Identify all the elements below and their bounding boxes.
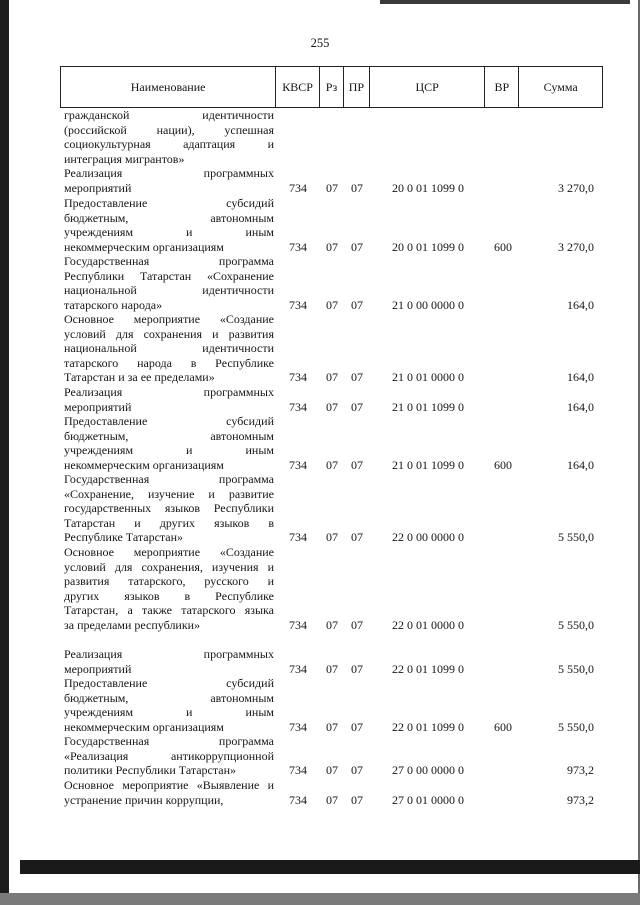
table-row [60, 254, 603, 312]
row-name-line: Основное мероприятие «Создание [64, 312, 274, 327]
row-name-line: Реализация программных [64, 385, 274, 399]
table-row [60, 312, 603, 385]
row-csr: 27 0 01 0000 0 [392, 792, 464, 807]
table-row [60, 108, 603, 166]
row-sum: 5 550,0 [558, 661, 594, 676]
row-name-line: бюджетным, автономным [64, 210, 274, 225]
row-rz: 07 [326, 792, 338, 807]
row-name-line: национальной идентичности [64, 283, 274, 298]
row-rz: 07 [326, 457, 338, 472]
table-row [60, 545, 603, 633]
row-sum: 973,2 [567, 792, 594, 807]
header-vr: ВР [485, 67, 519, 107]
row-name-line: условий для сохранения, изучения и [64, 559, 274, 574]
row-kvsr: 734 [289, 297, 307, 312]
row-name [60, 414, 276, 472]
row-name-line: мероприятий [64, 399, 132, 414]
row-sum: 164,0 [567, 399, 594, 414]
row-csr: 22 0 01 0000 0 [392, 618, 464, 632]
row-pr: 07 [351, 180, 363, 195]
row-vr: 600 [494, 719, 512, 734]
row-rz: 07 [326, 763, 338, 778]
row-pr: 07 [351, 763, 363, 778]
header-rz: Рз [320, 67, 344, 107]
row-name [60, 545, 276, 633]
row-name-line: некоммерческим организациям [64, 239, 224, 254]
row-name-line: бюджетным, автономным [64, 690, 274, 705]
row-sum: 5 550,0 [558, 618, 594, 632]
row-name-line: Реализация программных [64, 166, 274, 180]
row-name-line: Основное мероприятие «Создание [64, 545, 274, 560]
row-kvsr: 734 [289, 719, 307, 734]
row-name-line: Предоставление субсидий [64, 196, 274, 211]
row-rz: 07 [326, 618, 338, 632]
row-name [60, 647, 276, 676]
table-row [60, 385, 603, 414]
row-pr: 07 [351, 530, 363, 545]
row-pr: 07 [351, 618, 363, 632]
table-row [60, 472, 603, 545]
row-name-line: Предоставление субсидий [64, 414, 274, 429]
row-name-line: устранение причин коррупции, [64, 792, 224, 807]
row-name-line: Республики Татарстан «Сохранение [64, 268, 274, 283]
row-name-line: национальной идентичности [64, 341, 274, 356]
row-csr: 22 0 00 0000 0 [392, 530, 464, 545]
row-name-line: некоммерческим организациям [64, 457, 224, 472]
row-sum: 3 270,0 [558, 239, 594, 254]
header-pr: ПР [344, 67, 370, 107]
row-rz: 07 [326, 719, 338, 734]
row-pr: 07 [351, 719, 363, 734]
row-vr: 600 [494, 239, 512, 254]
row-name-line: Государственная программа [64, 472, 274, 487]
row-pr: 07 [351, 399, 363, 414]
table-row [60, 166, 603, 195]
row-kvsr: 734 [289, 399, 307, 414]
header-name: Наименование [61, 67, 276, 107]
row-name-line: государственных языков Республики [64, 501, 274, 516]
row-csr: 22 0 01 1099 0 [392, 661, 464, 676]
table-row [60, 196, 603, 254]
row-name-line: Реализация программных [64, 647, 274, 661]
row-csr: 27 0 00 0000 0 [392, 763, 464, 778]
scan-top-mark [380, 0, 630, 4]
row-pr: 07 [351, 370, 363, 385]
header-kvsr: КВСР [276, 67, 320, 107]
row-sum: 164,0 [567, 457, 594, 472]
row-name-line: некоммерческим организациям [64, 719, 224, 734]
row-pr: 07 [351, 661, 363, 676]
row-kvsr: 734 [289, 457, 307, 472]
header-sum: Сумма [543, 79, 578, 94]
header-csr: ЦСР [370, 67, 486, 107]
row-sum: 5 550,0 [558, 530, 594, 545]
row-pr: 07 [351, 792, 363, 807]
row-csr: 22 0 01 1099 0 [392, 719, 464, 734]
table-row [60, 647, 603, 676]
row-kvsr: 734 [289, 370, 307, 385]
row-name-line: Государственная программа [64, 734, 274, 749]
row-rz: 07 [326, 370, 338, 385]
row-rz: 07 [326, 661, 338, 676]
row-pr: 07 [351, 239, 363, 254]
row-kvsr: 734 [289, 661, 307, 676]
row-name-line: Государственная программа [64, 254, 274, 269]
row-name [60, 778, 276, 807]
row-csr: 21 0 01 1099 0 [392, 399, 464, 414]
row-kvsr: 734 [289, 180, 307, 195]
row-name-line: «Сохранение, изучение и развитие [64, 486, 274, 501]
row-csr: 21 0 01 0000 0 [392, 370, 464, 385]
row-sum: 3 270,0 [558, 180, 594, 195]
row-csr: 21 0 01 1099 0 [392, 457, 464, 472]
row-sum: 973,2 [567, 763, 594, 778]
scan-bottom-strip [0, 893, 640, 905]
table-row [60, 414, 603, 472]
row-name [60, 196, 276, 254]
table-header [60, 66, 603, 108]
row-name-line: развития татарского, русского и [64, 574, 274, 589]
row-name-line: татарского народа в Республике [64, 355, 274, 370]
row-name-line: Предоставление субсидий [64, 676, 274, 691]
row-name-line: других языков в Республике [64, 588, 274, 603]
row-pr: 07 [351, 297, 363, 312]
row-kvsr: 734 [289, 763, 307, 778]
row-kvsr: 734 [289, 618, 307, 632]
row-name-line: бюджетным, автономным [64, 428, 274, 443]
row-rz: 07 [326, 297, 338, 312]
row-name-line: учреждениям и иным [64, 443, 274, 458]
row-csr: 20 0 01 1099 0 [392, 180, 464, 195]
row-kvsr: 734 [289, 239, 307, 254]
row-csr: 21 0 00 0000 0 [392, 297, 464, 312]
row-name-line: социокультурная адаптация и [64, 137, 274, 152]
row-kvsr: 734 [289, 530, 307, 545]
row-name [60, 385, 276, 414]
row-name-line: (российской нации), успешная [64, 122, 274, 137]
row-pr: 07 [351, 457, 363, 472]
page-number: 255 [310, 36, 330, 50]
row-name-line: политики Республики Татарстан» [64, 763, 237, 778]
row-name-line: учреждениям и иным [64, 225, 274, 240]
row-rz: 07 [326, 239, 338, 254]
row-name [60, 676, 276, 734]
row-name [60, 254, 276, 312]
row-name [60, 166, 276, 195]
row-name-line: мероприятий [64, 180, 132, 195]
row-name-line: условий для сохранения и развития [64, 326, 274, 341]
row-name-line: за пределами республики» [64, 618, 201, 632]
row-name-line: учреждениям и иным [64, 705, 274, 720]
row-name-line: Татарстан, а также татарского языка [64, 603, 274, 618]
row-sum: 164,0 [567, 297, 594, 312]
row-csr: 20 0 01 1099 0 [392, 239, 464, 254]
table-row [60, 676, 603, 734]
row-rz: 07 [326, 530, 338, 545]
row-name-line: гражданской идентичности [64, 108, 274, 123]
row-name [60, 734, 276, 778]
row-rz: 07 [326, 399, 338, 414]
row-name-line: Татарстан и других языков в [64, 515, 274, 530]
row-name-line: мероприятий [64, 661, 132, 676]
row-name [60, 472, 276, 545]
row-name-line: «Реализация антикоррупционной [64, 748, 274, 763]
scan-bottom-border [20, 860, 640, 874]
row-name-line: татарского народа» [64, 297, 163, 312]
row-name-line: Татарстан и за ее пределами» [64, 370, 215, 385]
row-name [60, 312, 276, 385]
row-rz: 07 [326, 180, 338, 195]
row-sum: 5 550,0 [558, 719, 594, 734]
budget-table [60, 66, 603, 807]
scan-left-border [0, 0, 9, 905]
row-name-line: интеграция мигрантов» [64, 151, 185, 166]
row-name-line: Республике Татарстан» [64, 530, 184, 545]
row-name [60, 108, 276, 166]
row-vr: 600 [494, 457, 512, 472]
table-row [60, 734, 603, 778]
row-name-line: Основное мероприятие «Выявление и [64, 778, 274, 792]
row-kvsr: 734 [289, 792, 307, 807]
row-sum: 164,0 [567, 370, 594, 385]
table-row [60, 778, 603, 807]
